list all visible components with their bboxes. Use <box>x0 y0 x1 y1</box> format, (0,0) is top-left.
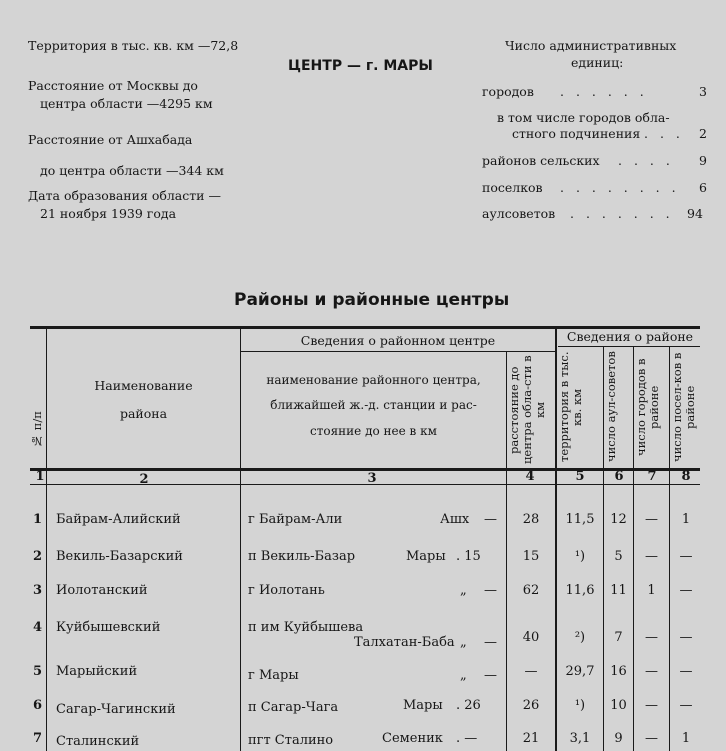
table-row <box>0 698 726 734</box>
distance-to-center: — <box>524 664 538 679</box>
header-group-district: Сведения о районе <box>566 329 694 344</box>
admin-cities-value: 3 <box>699 84 707 99</box>
cities-count: 1 <box>647 583 656 598</box>
territory-value: ¹) <box>574 698 586 713</box>
district-center: п Векиль-Базар <box>248 549 356 564</box>
admin-auls-label: аулсоветов <box>482 206 556 221</box>
header-center-line3: стояние до нее в км <box>310 424 437 438</box>
settlements-count: 1 <box>681 731 691 746</box>
settlements-count: — <box>679 630 693 645</box>
territory-value: 11,6 <box>565 583 595 598</box>
row-index: 7 <box>33 731 43 746</box>
station-distance: — <box>484 668 497 683</box>
admin-rural-value: 9 <box>699 153 707 168</box>
territory-text: Территория в тыс. кв. км —72,8 <box>28 38 239 53</box>
railway-station: Семеник <box>382 731 443 746</box>
cities-count: — <box>645 630 658 645</box>
leader-dots: . . . . <box>618 153 674 168</box>
district-center: г Байрам-Али <box>248 512 343 527</box>
ashgabat-distance-line1: Расстояние от Ашхабада <box>28 132 193 147</box>
distance-to-center: 26 <box>522 698 540 713</box>
auls-count: 11 <box>610 583 627 598</box>
leader-dots: . . . <box>644 126 684 141</box>
row-index: 6 <box>33 698 43 713</box>
admin-heading-line2: единиц: <box>571 55 624 70</box>
railway-station: „ <box>460 635 467 650</box>
admin-settlements-value: 6 <box>699 180 707 195</box>
header-auls: число аул-советов <box>604 351 618 463</box>
auls-count: 10 <box>610 698 627 713</box>
distance-to-center: 15 <box>522 549 540 564</box>
auls-count: 7 <box>614 630 623 645</box>
railway-station: Мары <box>403 698 443 713</box>
district-center: п Сагар-Чага <box>248 700 339 715</box>
table-row <box>0 664 726 700</box>
col-number: 1 <box>35 469 45 484</box>
table-row <box>0 583 726 619</box>
header-name-line2: района <box>119 406 168 421</box>
district-center-line2: Талхатан-Баба <box>354 635 455 650</box>
auls-count: 16 <box>610 664 627 679</box>
col-number: 6 <box>614 469 624 484</box>
railway-station: „ <box>460 583 467 598</box>
district-name: Байрам-Алийский <box>56 512 181 527</box>
header-cities: число городов в районе <box>634 358 661 456</box>
district-name: Иолотанский <box>56 583 148 598</box>
header-name-line1: Наименование <box>94 378 193 393</box>
station-distance: . 26 <box>456 698 481 713</box>
settlements-count: 1 <box>681 512 691 527</box>
settlements-count: — <box>679 549 693 564</box>
col-number: 4 <box>525 469 535 484</box>
station-distance: — <box>484 635 497 650</box>
auls-count: 5 <box>614 549 623 564</box>
table-row <box>0 512 726 548</box>
admin-heading-line1: Число административных <box>505 38 677 53</box>
header-num: № п/п <box>30 411 44 449</box>
district-center: г Мары <box>248 668 299 683</box>
district-name: Векиль-Базарский <box>56 549 183 564</box>
cities-count: — <box>645 549 658 564</box>
distance-to-center: 62 <box>522 583 540 598</box>
col-number: 2 <box>139 472 149 487</box>
railway-station: „ <box>460 668 467 683</box>
settlements-count: — <box>679 698 693 713</box>
district-name: Марыйский <box>56 664 138 679</box>
distance-to-center: 28 <box>522 512 540 527</box>
col-number: 5 <box>575 469 585 484</box>
station-distance: . — <box>456 731 478 746</box>
header-territory: территория в тыс. кв. км <box>557 351 584 463</box>
railway-station: Ашх <box>440 512 470 527</box>
group-rule-center <box>240 351 556 352</box>
cities-count: — <box>645 512 658 527</box>
admin-rural-label: районов сельских <box>482 153 600 168</box>
admin-settlements-label: поселков <box>482 180 543 195</box>
row-index: 4 <box>33 620 43 635</box>
admin-auls-value: 94 <box>687 206 703 221</box>
station-distance: . 15 <box>456 549 481 564</box>
district-name: Сталинский <box>56 734 140 749</box>
district-center: г Иолотань <box>248 583 325 598</box>
header-center-line2: ближайшей ж.-д. станции и рас- <box>270 398 477 412</box>
founded-line1: Дата образования области — <box>28 188 221 203</box>
district-name: Куйбышевский <box>56 620 161 635</box>
territory-value: ²) <box>574 630 586 645</box>
header-settlements: число посел-ков в районе <box>670 352 697 462</box>
distance-to-center: 40 <box>522 630 540 645</box>
territory-value: 11,5 <box>565 512 595 527</box>
ashgabat-distance-line2: до центра области —344 км <box>40 163 224 178</box>
table-row <box>0 731 726 751</box>
cities-count: — <box>645 698 658 713</box>
col-number: 7 <box>647 469 657 484</box>
admin-oblast-line2: стного подчинения <box>512 126 641 141</box>
table-row <box>0 620 726 666</box>
row-index: 1 <box>33 512 43 527</box>
settlements-count: — <box>679 664 693 679</box>
row-index: 3 <box>33 583 43 598</box>
moscow-distance-line2: центра области —4295 км <box>40 96 213 111</box>
cities-count: — <box>645 731 658 746</box>
header-distance: расстояние до центра обла-сти в км <box>507 355 547 465</box>
station-distance: — <box>484 512 497 527</box>
moscow-distance-line1: Расстояние от Москвы до <box>28 78 198 93</box>
district-center: п им Куйбышева <box>248 620 364 635</box>
leader-dots: . . . . . . . <box>570 206 674 221</box>
table-row <box>0 549 726 585</box>
station-distance: — <box>484 583 497 598</box>
row-index: 2 <box>33 549 43 564</box>
col-number: 8 <box>681 469 691 484</box>
auls-count: 12 <box>610 512 627 527</box>
leader-dots: . . . . . . . . <box>560 180 680 195</box>
territory-value: 29,7 <box>565 664 595 679</box>
settlements-count: — <box>679 583 693 598</box>
district-name: Сагар-Чагинский <box>56 702 176 717</box>
admin-oblast-value: 2 <box>699 126 707 141</box>
table-title: Районы и районные центры <box>234 290 510 310</box>
territory-value: ¹) <box>574 549 586 564</box>
col-number: 3 <box>367 471 377 486</box>
territory-value: 3,1 <box>569 731 591 746</box>
distance-to-center: 21 <box>522 731 540 746</box>
leader-dots: . . . . . . <box>560 84 648 99</box>
admin-oblast-line1: в том числе городов обла- <box>497 110 670 125</box>
admin-cities-label: городов <box>482 84 534 99</box>
cities-count: — <box>645 664 658 679</box>
auls-count: 9 <box>614 731 623 746</box>
header-center-line1: наименование районного центра, <box>266 373 481 387</box>
header-group-center: Сведения о районном центре <box>300 333 496 348</box>
founded-line2: 21 ноября 1939 года <box>40 206 177 221</box>
district-center: пгт Сталино <box>248 733 334 748</box>
railway-station: Мары <box>406 549 446 564</box>
row-index: 5 <box>33 664 43 679</box>
center-title: ЦЕНТР — г. МАРЫ <box>288 58 433 74</box>
